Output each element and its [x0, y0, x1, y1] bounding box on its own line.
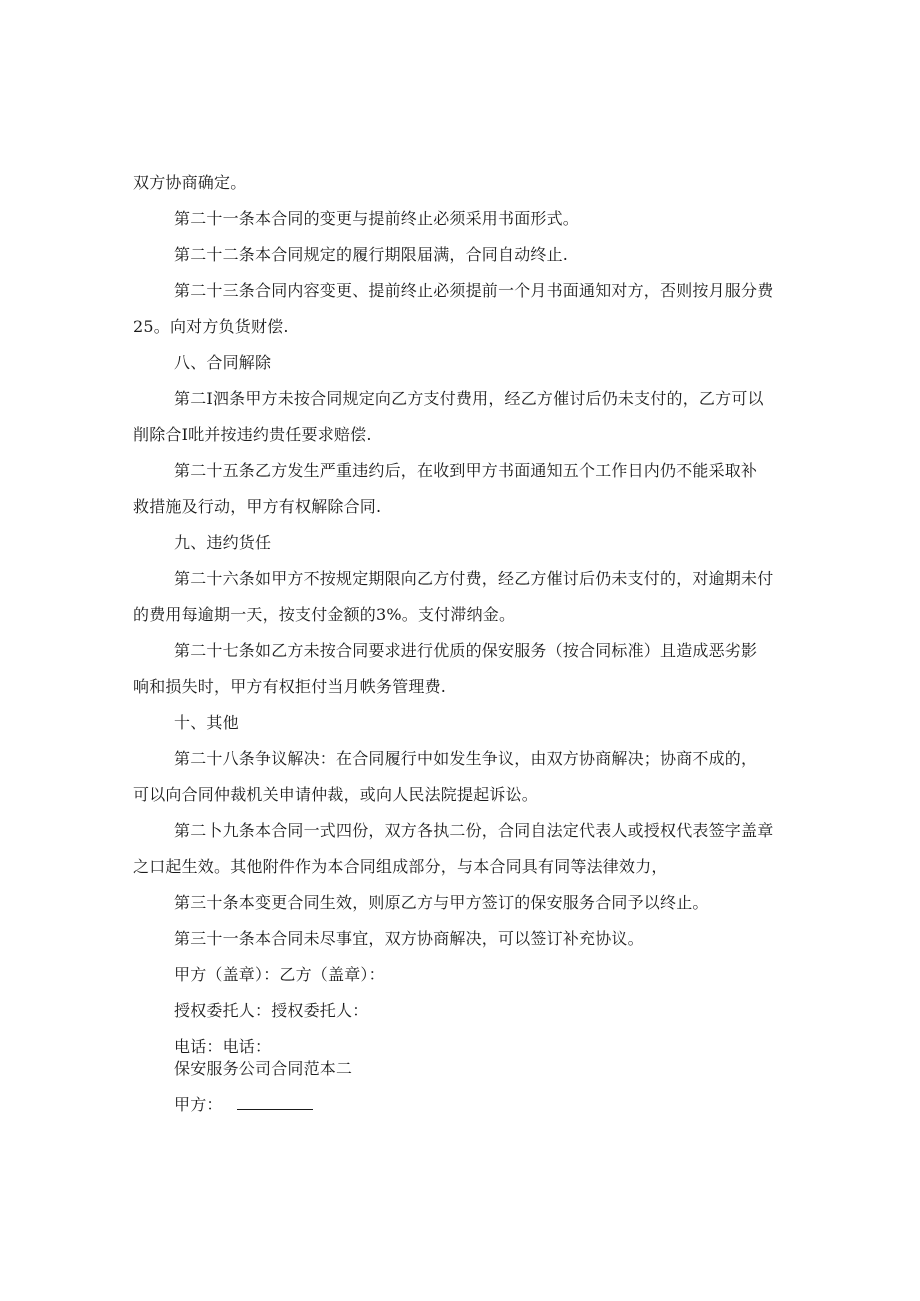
- clause-27: 第二十七条如乙方未按合同要求进行优质的保安服务（按合同标准）且造成恶劣影: [174, 641, 758, 660]
- clause-25: 第二十五条乙方发生严重违约后，在收到甲方书面通知五个工作日内仍不能采取补: [174, 461, 758, 480]
- clause-24: 第二I泗条甲方未按合同规定向乙方支付费用，经乙方催讨后仍未支付的，乙方可以: [174, 389, 764, 408]
- clause-31: 第三十一条本合同未尽事宜，双方协商解决，可以签订补充协议。: [174, 929, 644, 948]
- template-title: 保安服务公司合同范本二: [174, 1059, 353, 1078]
- party-a-line: [174, 1095, 794, 1115]
- section-heading-other: 十、其他: [174, 713, 239, 732]
- party-a-label: 甲方：: [174, 1095, 223, 1114]
- signature-seal-line: 甲方（盖章）：乙方（盖章）：: [174, 965, 385, 984]
- clause-28-cont: 可以向合同仲裁机关申请仲裁，或向人民法院提起诉讼。: [133, 785, 539, 804]
- clause-23-cont: 25。向对方负货财偿.: [133, 317, 289, 336]
- clause-26-cont: 的费用每逾期一天，按支付金额的3%。支付滞纳金。: [133, 605, 516, 624]
- clause-23: 第二十三条合同内容变更、提前终止必须提前一个月书面通知对方，否则按月服分费: [174, 281, 774, 300]
- signature-phone-line: 电话：电话：: [174, 1037, 272, 1056]
- clause-21: 第二十一条本合同的变更与提前终止必须采用书面形式。: [174, 209, 580, 228]
- party-a-blank-field: [237, 1095, 313, 1110]
- clause-29-cont: 之口起生效。其他附件作为本合同组成部分，与本合同具有同等法律效力，: [133, 857, 668, 876]
- clause-29: 第二卜九条本合同一式四份，双方各执二份，合同自法定代表人或授权代表签字盖章: [174, 821, 774, 840]
- signature-agent-line: 授权委托人：授权委托人：: [174, 1001, 369, 1020]
- clause-27-cont: 响和损失时，甲方有权拒付当月帙务管理费.: [133, 677, 447, 696]
- clause-24-cont: 削除合I吡并按违约贵任要求赔偿.: [133, 425, 372, 444]
- clause-25-cont: 救措施及行动，甲方有权解除合同.: [133, 497, 382, 516]
- clause-26: 第二十六条如甲方不按规定期限向乙方付费，经乙方催讨后仍未支付的，对逾期未付: [174, 569, 774, 588]
- paragraph-line: 双方协商确定。: [133, 173, 247, 192]
- clause-28: 第二十八条争议解决：在合同履行中如发生争议，由双方协商解决；协商不成的，: [174, 749, 758, 768]
- section-heading-termination: 八、合同解除: [174, 353, 272, 372]
- section-heading-liability: 九、违约货任: [174, 533, 272, 552]
- clause-22: 第二十二条本合同规定的履行期限届满，合同自动终止.: [174, 245, 569, 264]
- clause-30: 第三十条本变更合同生效，则原乙方与甲方签订的保安服务合同予以终止。: [174, 893, 709, 912]
